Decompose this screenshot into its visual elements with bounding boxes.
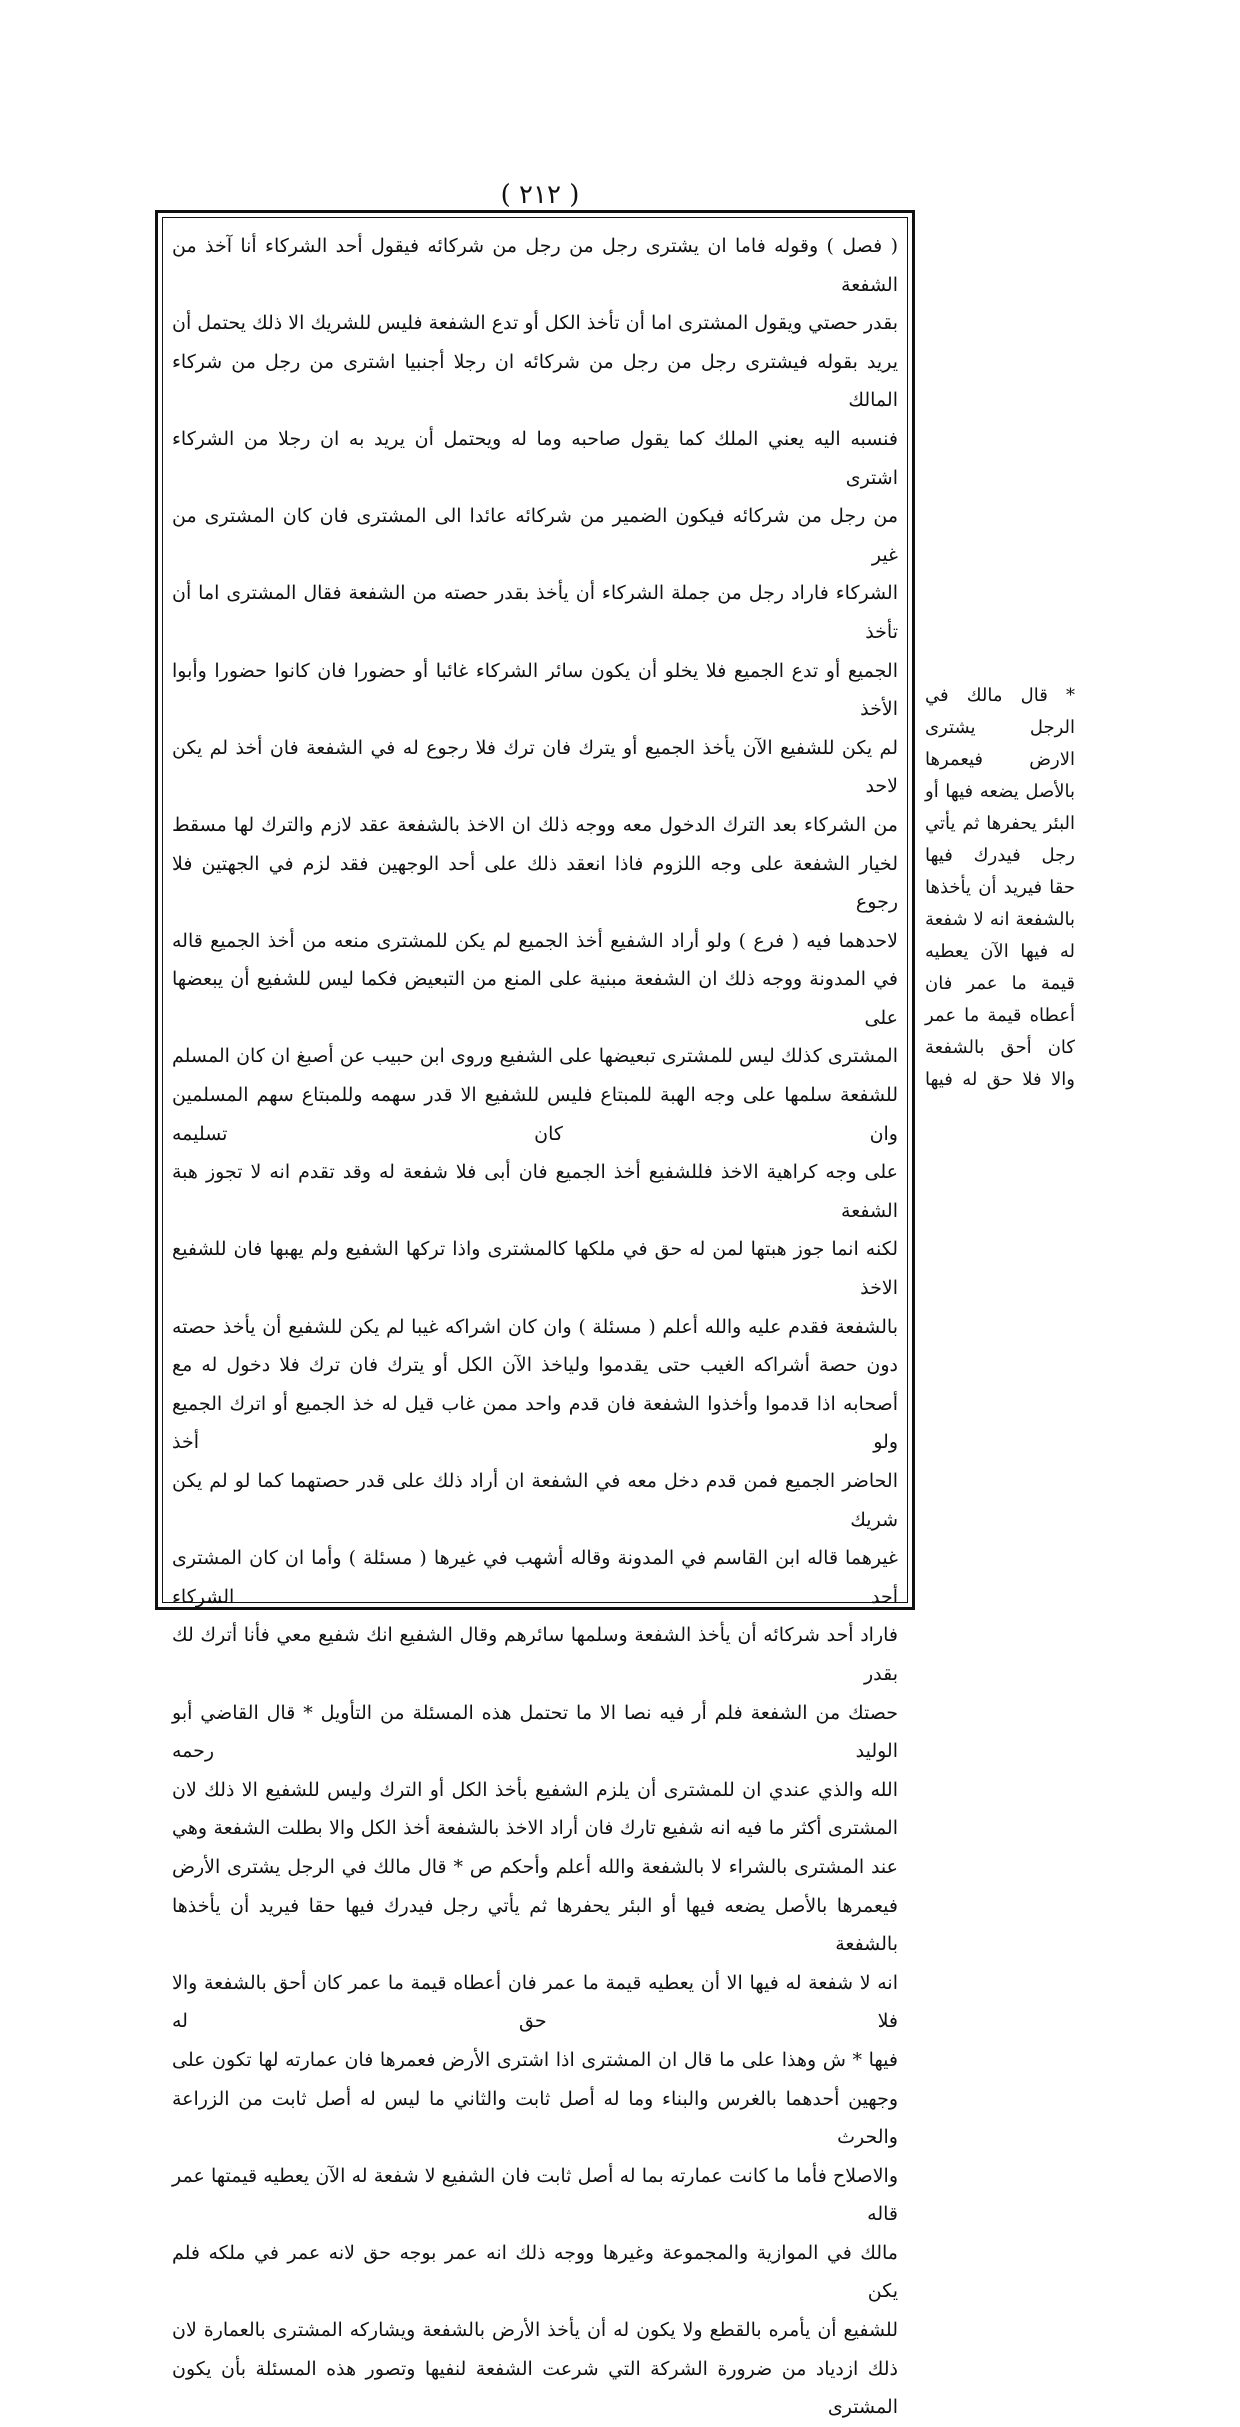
text-line: يريد بقوله فيشترى رجل من رجل من شركائه ان رجلا أجنبيا اشترى من رجل من شركاء المالك bbox=[172, 350, 898, 412]
text-line: أصحابه اذا قدموا وأخذوا الشفعة فان قدم واحد ممن غاب قيل له خذ الجميع أو اترك الجميع ولو أخذ bbox=[172, 1392, 898, 1454]
text-line: المشترى أكثر ما فيه انه شفيع تارك فان أراد الاخذ بالشفعة أخذ الكل والا بطلت الشفعة وهي bbox=[172, 1817, 898, 1840]
text-line: غيرهما قاله ابن القاسم في المدونة وقاله أشهب في غيرها ( مسئلة ) وأما ان كان المشترى أحد الشركاء bbox=[172, 1547, 898, 1608]
text-line: فاراد أحد شركائه أن يأخذ الشفعة وسلمها سائرهم وقال الشفيع انك شفيع معي فأنا أترك لك بقدر bbox=[172, 1624, 898, 1685]
text-line: الحاضر الجميع فمن قدم دخل معه في الشفعة ان أراد ذلك على قدر حصتهما كما لو لم يكن شريك bbox=[172, 1470, 898, 1531]
text-line: الشركاء فاراد رجل من جملة الشركاء أن يأخذ بقدر حصته من الشفعة فقال المشترى اما أن تأخذ bbox=[172, 582, 898, 643]
text-line: ذلك ازدياد من ضرورة الشركة التي شرعت الشفعة لنفيها وتصور هذه المسئلة بأن يكون المشترى bbox=[172, 2357, 898, 2419]
text-line: والاصلاح فأما ما كانت عمارته بما له أصل ثابت فان الشفيع لا شفعة له الآن يعطيه قيمتها عمر قاله bbox=[172, 2164, 898, 2226]
text-line: عند المشترى بالشراء لا بالشفعة والله أعلم وأحكم ص * قال مالك في الرجل يشترى الأرض bbox=[172, 1855, 898, 1878]
text-line: بالشفعة فقدم عليه والله أعلم ( مسئلة ) وان كان اشراكه غيبا لم يكن للشفيع أن يأخذ حصته bbox=[172, 1315, 898, 1338]
text-line: في المدونة ووجه ذلك ان الشفعة مبنية على المنع من التبعيض فكما ليس للشفيع أن يبعضها على bbox=[172, 968, 898, 1029]
text-line: فنسبه اليه يعني الملك كما يقول صاحبه وما له ويحتمل أن يريد به ان رجلا من الشركاء اشترى bbox=[172, 427, 898, 489]
text-line: حصتك من الشفعة فلم أر فيه نصا الا ما تحتمل هذه المسئلة من التأويل * قال القاضي أبو الوليد رحمه bbox=[172, 1701, 898, 1763]
text-line: لم يكن للشفيع الآن يأخذ الجميع أو يترك فان ترك فلا رجوع له في الشفعة فان أخذ لم يكن لاحد bbox=[172, 736, 898, 798]
text-line: فيعمرها بالأصل يضعه فيها أو البئر يحفرها ثم يأتي رجل فيدرك فيها حقا فيريد أن يأخذها بالشفعة bbox=[172, 1894, 898, 1956]
page-number: ( ٢١٢ ) bbox=[500, 180, 580, 210]
text-line: الجميع أو تدع الجميع فلا يخلو أن يكون سائر الشركاء غائبا أو حضورا فان كانوا حضورا وأبوا الأخذ bbox=[172, 659, 898, 721]
main-text bbox=[172, 227, 898, 2419]
text-line: دون حصة أشراكه الغيب حتى يقدموا ولياخذ الآن الكل أو يترك فان ترك فلا دخول له مع bbox=[172, 1354, 898, 1377]
text-line: لخيار الشفعة على وجه اللزوم فاذا انعقد ذلك على أحد الوجهين فقد لزم في الجهتين فلا رجوع bbox=[172, 852, 898, 914]
margin-note: * قال مالك في الرجل يشترى الارض فيعمرها بالأصل يضعه فيها أو البئر يحفرها ثم يأتي رجل فيدرك فيها حقا فيريد أن يأخذها بالشفعة انه لا شفعة له فيها الآن يعطيه قيمة ما عمر فان أعطاه قيمة ما عمر كان أحق بالشفعة والا فلا حق له فيها bbox=[925, 685, 1075, 1090]
text-line: فيها * ش وهذا على ما قال ان المشترى اذا اشترى الأرض فعمرها فان عمارته لها تكون على bbox=[172, 2048, 898, 2071]
text-frame bbox=[155, 210, 915, 2419]
text-line: مالك في الموازية والمجموعة وغيرها ووجه ذلك انه عمر بوجه حق لانه عمر في ملكه فلم يكن bbox=[172, 2241, 898, 2303]
text-line: الله والذي عندي ان للمشترى أن يلزم الشفيع بأخذ الكل أو الترك وليس للشفيع الا ذلك لان bbox=[172, 1778, 898, 1801]
text-line: على وجه كراهية الاخذ فللشفيع أخذ الجميع فان أبى فلا شفعة له وقد تقدم انه لا تجوز هبة الشفعة bbox=[172, 1161, 898, 1222]
text-line: من رجل من شركائه فيكون الضمير من شركائه عائدا الى المشترى فان كان المشترى من غير bbox=[172, 505, 898, 566]
text-line: ( فصل ) وقوله فاما ان يشترى رجل من رجل من شركائه فيقول أحد الشركاء أنا آخذ من الشفعة bbox=[172, 235, 898, 296]
text-line: المشترى كذلك ليس للمشترى تبعيضها على الشفيع وروى ابن حبيب عن أصبغ ان كان المسلم bbox=[172, 1045, 898, 1068]
text-line: بقدر حصتي ويقول المشترى اما أن تأخذ الكل أو تدع الشفعة فليس للشريك الا ذلك يحتمل أن bbox=[172, 312, 898, 335]
text-line: للشفعة سلمها على وجه الهبة للمبتاع فليس للشفيع الا قدر سهمه وللمبتاع سهم المسلمين وان كان تسليمه bbox=[172, 1084, 898, 1145]
text-line: انه لا شفعة له فيها الا أن يعطيه قيمة ما عمر فان أعطاه قيمة ما عمر كان أحق بالشفعة والا فلا حق له bbox=[172, 1971, 898, 2033]
text-line: وجهين أحدهما بالغرس والبناء وما له أصل ثابت والثاني ما ليس له أصل ثابت من الزراعة والحرث bbox=[172, 2087, 898, 2149]
text-line: من الشركاء بعد الترك الدخول معه ووجه ذلك ان الاخذ بالشفعة عقد لازم والترك لها مسقط bbox=[172, 813, 898, 836]
text-line: لكنه انما جوز هبتها لمن له حق في ملكها كالمشترى واذا تركها الشفيع ولم يهبها فان للشفيع الاخذ bbox=[172, 1238, 898, 1300]
text-line: لاحدهما فيه ( فرع ) ولو أراد الشفيع أخذ الجميع لم يكن للمشترى منعه من أخذ الجميع قاله bbox=[172, 929, 898, 952]
text-line: للشفيع أن يأمره بالقطع ولا يكون له أن يأخذ الأرض بالشفعة ويشاركه المشترى بالعمارة لان bbox=[172, 2319, 898, 2342]
